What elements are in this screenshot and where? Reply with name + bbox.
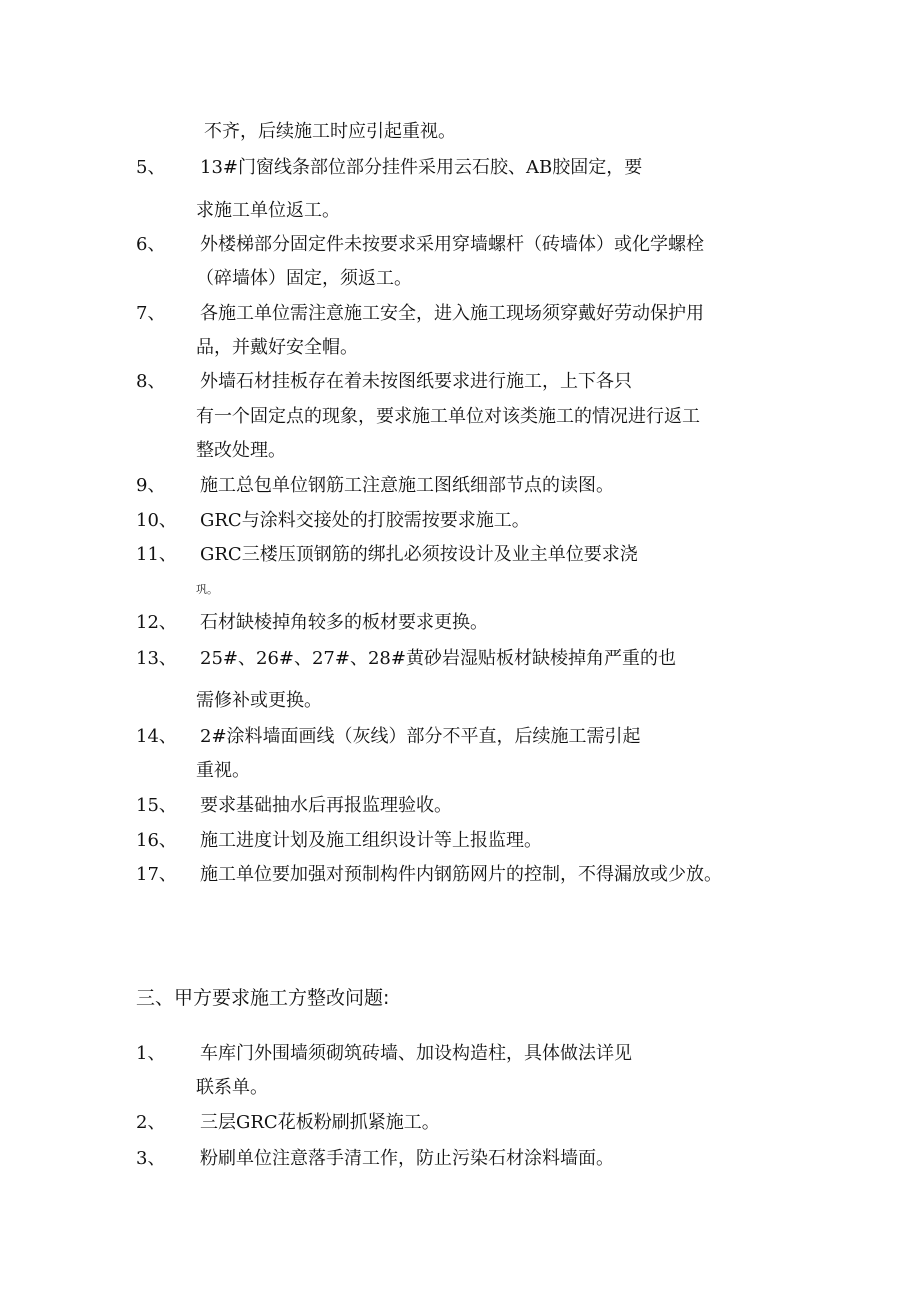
item-text: GRC三楼压顶钢筋的绑扎必须按设计及业主单位要求浇 [200, 544, 638, 565]
item-text: 需修补或更换。 [196, 690, 322, 711]
item-number: 15、 [136, 795, 177, 816]
item-text: 三层GRC花板粉刷抓紧施工。 [200, 1112, 440, 1133]
item-text: 外楼梯部分固定件未按要求采用穿墙螺杆（砖墙体）或化学螺栓 [200, 234, 704, 255]
item-text: 联系单。 [196, 1077, 268, 1098]
item-text: （碎墙体）固定，须返工。 [196, 268, 412, 289]
item-text: 粉刷单位注意落手清工作，防止污染石材涂料墙面。 [200, 1148, 614, 1169]
section-heading: 三、甲方要求施工方整改问题: [136, 987, 390, 1009]
continuation-text: 不齐，后续施工时应引起重视。 [204, 121, 456, 142]
item-text: 25#、26#、27#、28#黄砂岩湿贴板材缺棱掉角严重的也 [200, 648, 676, 669]
item-text: 2#涂料墙面画线（灰线）部分不平直，后续施工需引起 [200, 726, 641, 747]
item-number: 17、 [136, 864, 177, 885]
item-number: 2、 [136, 1112, 166, 1133]
item-text: 巩。 [196, 583, 218, 596]
item-number: 13、 [136, 648, 177, 669]
item-text: 施工总包单位钢筋工注意施工图纸细部节点的读图。 [200, 475, 614, 496]
item-text: 各施工单位需注意施工安全，进入施工现场须穿戴好劳动保护用 [200, 303, 704, 324]
item-number: 7、 [136, 303, 166, 324]
item-number: 14、 [136, 726, 177, 747]
item-number: 8、 [136, 371, 166, 392]
item-text: 13#门窗线条部位部分挂件采用云石胶、AB胶固定，要 [200, 157, 643, 178]
item-number: 16、 [136, 830, 177, 851]
item-text: 品，并戴好安全帽。 [196, 337, 358, 358]
item-text: 要求基础抽水后再报监理验收。 [200, 795, 452, 816]
item-text: 重视。 [196, 760, 250, 781]
item-number: 12、 [136, 612, 177, 633]
item-text: 求施工单位返工。 [196, 200, 340, 221]
item-text: 车库门外围墙须砌筑砖墙、加设构造柱，具体做法详见 [200, 1043, 632, 1064]
item-text: 石材缺棱掉角较多的板材要求更换。 [200, 612, 488, 633]
item-number: 5、 [136, 157, 166, 178]
item-number: 3、 [136, 1148, 166, 1169]
item-text: 整改处理。 [196, 440, 286, 461]
item-number: 11、 [136, 544, 177, 565]
item-number: 6、 [136, 234, 166, 255]
item-number: 1、 [136, 1043, 166, 1064]
item-text: 施工进度计划及施工组织设计等上报监理。 [200, 830, 542, 851]
item-text: 外墙石材挂板存在着未按图纸要求进行施工，上下各只 [200, 371, 632, 392]
item-text: 有一个固定点的现象，要求施工单位对该类施工的情况进行返工 [196, 406, 700, 427]
item-text: 施工单位要加强对预制构件内钢筋网片的控制，不得漏放或少放。 [200, 864, 722, 885]
item-text: GRC与涂料交接处的打胶需按要求施工。 [200, 510, 530, 531]
item-number: 9、 [136, 475, 166, 496]
item-number: 10、 [136, 510, 177, 531]
